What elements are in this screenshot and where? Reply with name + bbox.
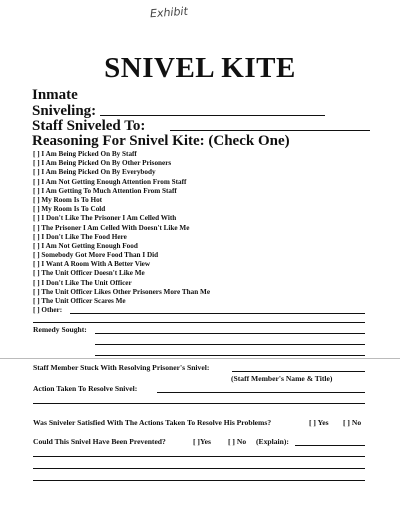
staff-sniveled-to-line[interactable] bbox=[170, 130, 370, 131]
explain-line-3[interactable] bbox=[33, 468, 365, 469]
checklist-item[interactable]: [ ] I Am Getting To Much Attention From Staff bbox=[33, 186, 177, 195]
checklist-item[interactable]: [ ] I Don't Like The Unit Officer bbox=[33, 278, 132, 287]
checklist-item[interactable]: [ ] I Want A Room With A Better View bbox=[33, 260, 151, 269]
section-divider bbox=[0, 358, 400, 359]
satisfied-no-checkbox[interactable]: [ ] No bbox=[343, 418, 362, 427]
explain-label: (Explain): bbox=[256, 437, 289, 446]
sniveling-line[interactable] bbox=[100, 115, 325, 116]
staff-member-caption: (Staff Member's Name & Title) bbox=[231, 374, 333, 383]
explain-line-1[interactable] bbox=[295, 445, 365, 446]
action-line-2[interactable] bbox=[33, 403, 365, 404]
staff-sniveled-to-label: Staff Sniveled To: bbox=[32, 118, 146, 134]
staff-member-label: Staff Member Stuck With Resolving Prisoner's Snivel: bbox=[33, 363, 210, 372]
checklist-item[interactable]: [ ] I Am Being Picked On By Everybody bbox=[33, 168, 156, 177]
checklist-item[interactable]: [ ] I Am Being Picked On By Other Prisoners bbox=[33, 159, 172, 168]
remedy-sought-label: Remedy Sought: bbox=[33, 325, 87, 334]
checklist-item[interactable]: [ ] Somebody Got More Food Than I Did bbox=[33, 251, 159, 260]
checklist-item[interactable]: [ ] My Room Is To Cold bbox=[33, 205, 106, 214]
satisfied-question: Was Sniveler Satisfied With The Actions Taken To Resolve His Problems? bbox=[33, 418, 272, 427]
prevented-no-checkbox[interactable]: [ ] No bbox=[228, 437, 247, 446]
reason-checklist bbox=[33, 150, 210, 315]
checklist-item[interactable]: [ ] The Unit Officer Doesn't Like Me bbox=[33, 269, 145, 278]
checklist-item[interactable]: [ ] The Prisoner I Am Celled With Doesn't Like Me bbox=[33, 223, 190, 232]
remedy-line-3[interactable] bbox=[95, 355, 365, 356]
explain-line-2[interactable] bbox=[33, 456, 365, 457]
checklist-item[interactable]: [ ] I Don't Like The Food Here bbox=[33, 232, 127, 241]
action-taken-label: Action Taken To Resolve Snivel: bbox=[33, 384, 138, 393]
remedy-line-2[interactable] bbox=[95, 344, 365, 345]
checklist-item[interactable]: [ ] My Room Is To Hot bbox=[33, 195, 103, 204]
action-line-1[interactable] bbox=[157, 392, 365, 393]
satisfied-yes-checkbox[interactable]: [ ] Yes bbox=[309, 418, 329, 427]
exhibit-handwriting: Exhibit bbox=[149, 4, 189, 21]
other-line[interactable] bbox=[70, 313, 365, 314]
other-line-2[interactable] bbox=[33, 322, 365, 323]
checklist-item[interactable]: [ ] I Am Not Getting Enough Attention From Staff bbox=[33, 177, 187, 186]
reasoning-label: Reasoning For Snivel Kite: (Check One) bbox=[32, 133, 290, 149]
checklist-item[interactable]: [ ] The Unit Officer Likes Other Prisoners More Than Me bbox=[33, 287, 211, 296]
checklist-item[interactable]: [ ] I Am Not Getting Enough Food bbox=[33, 241, 138, 250]
inmate-label: Inmate bbox=[32, 87, 78, 103]
checklist-item[interactable]: [ ] The Unit Officer Scares Me bbox=[33, 297, 126, 305]
prevented-yes-checkbox[interactable]: [ ]Yes bbox=[193, 437, 211, 446]
checklist-item[interactable]: [ ] I Don't Like The Prisoner I Am Celled With bbox=[33, 214, 177, 223]
remedy-line-1[interactable] bbox=[95, 333, 365, 334]
checklist-item[interactable]: [ ] I Am Being Picked On By Staff bbox=[33, 150, 137, 158]
staff-member-line[interactable] bbox=[232, 371, 365, 372]
form-title: SNIVEL KITE bbox=[104, 52, 296, 84]
explain-line-4[interactable] bbox=[33, 480, 365, 481]
checklist-item[interactable]: [ ] Other: bbox=[33, 306, 63, 315]
prevented-question: Could This Snivel Have Been Prevented? bbox=[33, 437, 166, 446]
sniveling-label: Sniveling: bbox=[32, 103, 97, 119]
